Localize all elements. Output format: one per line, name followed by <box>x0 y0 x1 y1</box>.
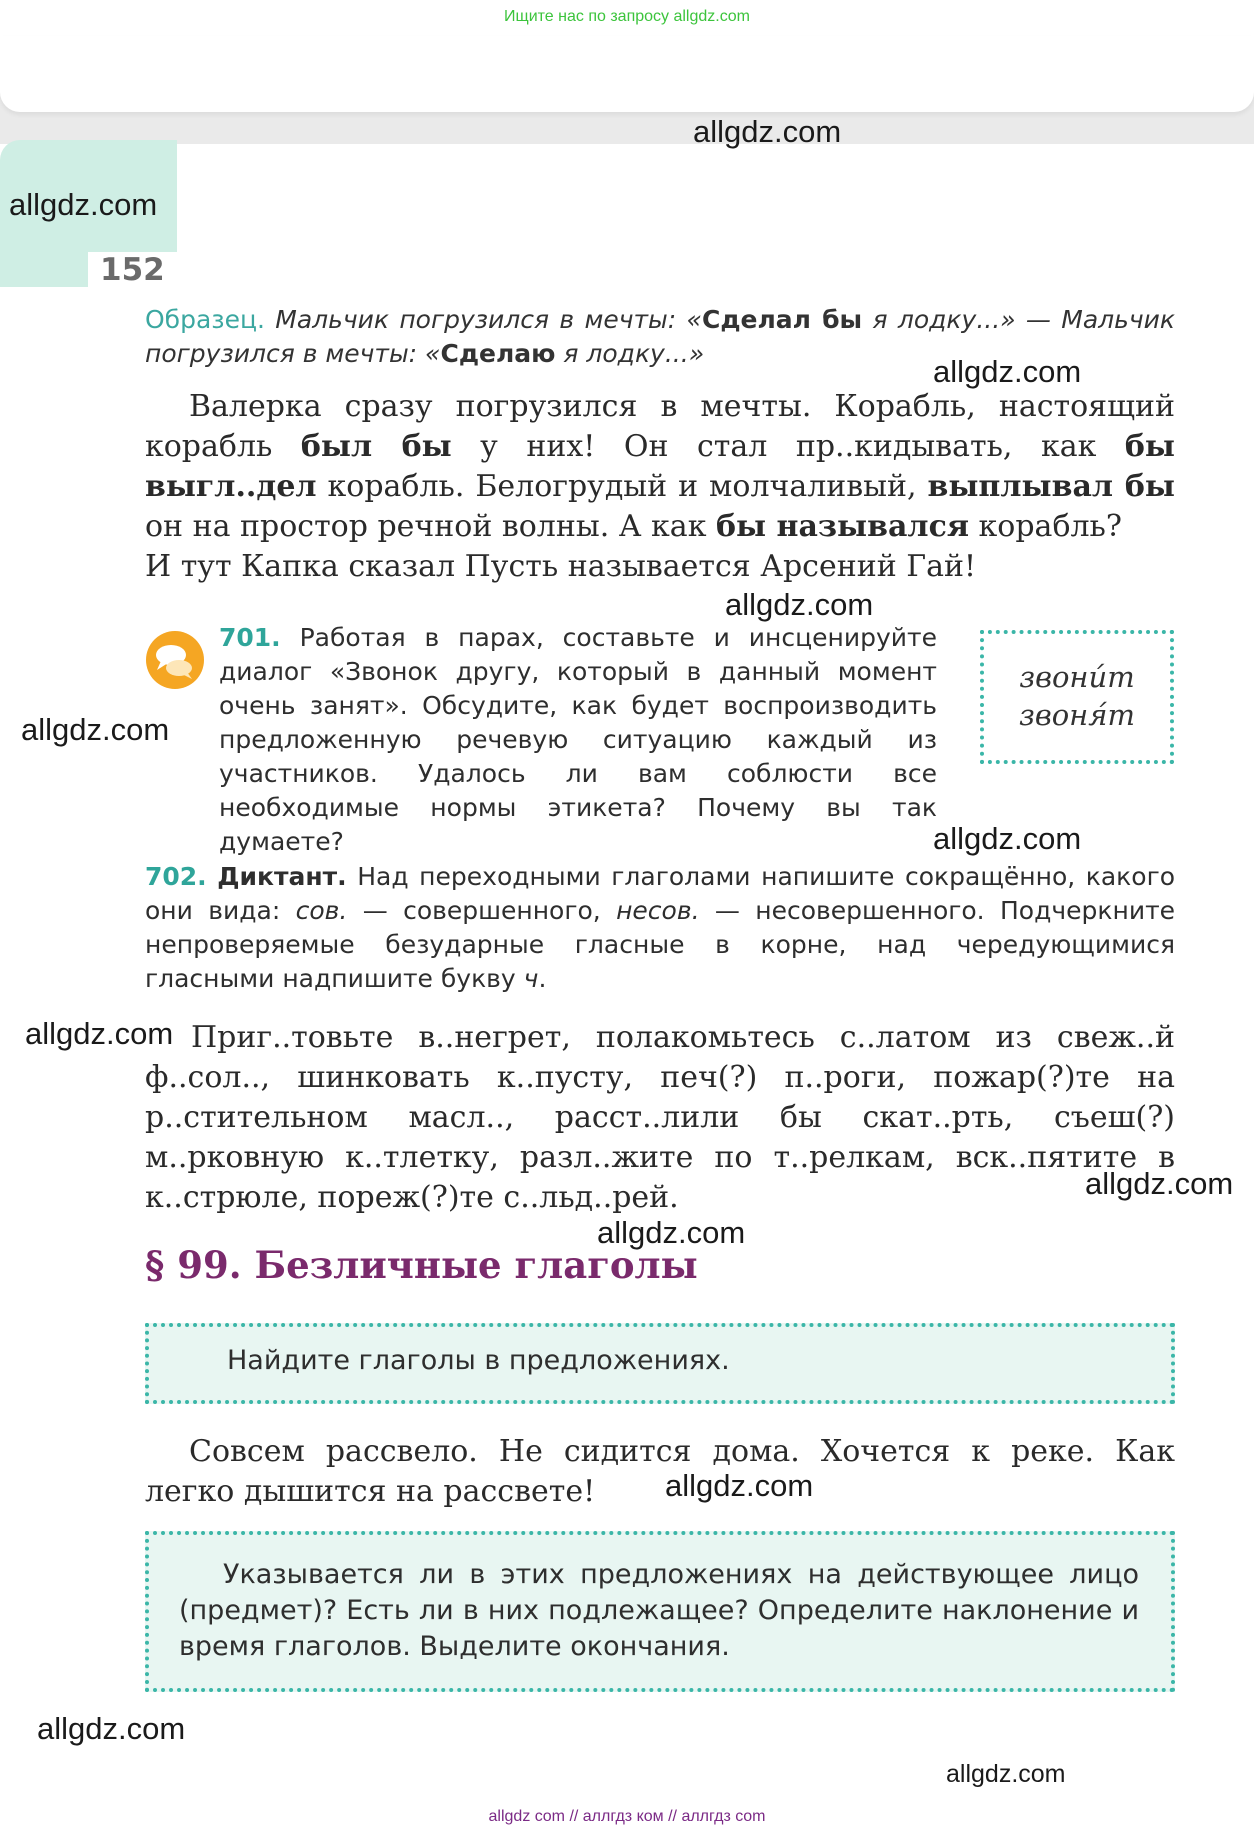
sample-part: я лодку...» <box>555 339 705 368</box>
watermark: allgdz.com <box>25 1016 174 1051</box>
vocab-word: звони́т <box>1019 660 1135 694</box>
text-span: корабль. Белогрудый и молчаливый, <box>316 469 928 504</box>
sample-bold: Сделал бы <box>702 305 863 334</box>
abbr: ч <box>523 964 539 993</box>
exercise-702 <box>145 860 1175 996</box>
sample-part: я лодку...» — Мальчик погрузился в мечты: « <box>145 305 1175 368</box>
top-banner[interactable]: Ищите нас по запросу allgdz.com <box>504 8 750 25</box>
exercise-text: Над переходными глаголами напишите сокращённо, какого они вида: <box>145 862 1175 925</box>
header-card <box>0 36 1254 112</box>
exercise-701 <box>219 621 937 859</box>
footer-links[interactable]: allgdz com // аллгдз ком // аллгдз com <box>488 1808 766 1825</box>
stress-vocab-box <box>980 630 1174 764</box>
watermark: allgdz.com <box>9 187 158 222</box>
dictation-text <box>145 1018 1175 1218</box>
section-title: § 99. Безличные глаголы <box>145 1243 698 1287</box>
watermark: allgdz.com <box>21 712 170 747</box>
example-text: Совсем рассвело. Не сидится дома. Хочется к реке. Как легко дышится на рассвете! <box>145 1434 1175 1509</box>
exercise-text: — несовершенного. Подчеркните непроверяемые безударные гласные в корне, над чередующимися гласными надпишите букву <box>145 896 1176 993</box>
exercise-number: 702. <box>145 862 207 891</box>
exercise-text: Работая в парах, составьте и инсценируйте диалог «Звонок другу, который в данный момент очень занят». Обсудите, как будет воспроизводить предложенную речевую ситуацию каждый из участников. Удалось ли вам соблюсти все необходимые нормы этикета? Почему вы так думаете? <box>219 623 937 856</box>
watermark: allgdz.com <box>725 587 874 622</box>
watermark: allgdz.com <box>933 821 1082 856</box>
exercise-number: 701. <box>219 623 281 652</box>
text-span: корабль? <box>969 509 1122 544</box>
watermark: allgdz.com <box>597 1215 746 1250</box>
watermark: allgdz.com <box>693 114 842 149</box>
watermark: allgdz.com <box>1085 1166 1234 1201</box>
task-question: Указывается ли в этих предложениях на действующее лицо (предмет)? Есть ли в них подлежащее? Определите наклонение и время глаголов. Выделите окончания. <box>179 1559 1139 1662</box>
watermark: allgdz.com <box>665 1468 814 1503</box>
sample-bold: Сделаю <box>440 339 556 368</box>
story-paragraph <box>145 387 1175 587</box>
story-last-line: И тут Капка сказал Пусть называется Арсений Гай! <box>145 549 977 584</box>
sample-part: Мальчик погрузился в мечты: « <box>275 305 702 334</box>
exercise-text: . <box>538 964 547 993</box>
text-span: у них! Он стал пр..кидывать, как <box>451 429 1125 464</box>
task-box-find-verbs <box>145 1323 1175 1404</box>
bold-verb: был бы <box>300 429 452 464</box>
bold-verb: бы выгл..дел <box>145 429 1176 504</box>
page-number: 152 <box>100 252 165 288</box>
pair-work-icon <box>145 630 205 690</box>
exercise-text: — совершенного, <box>347 896 617 925</box>
abbr: несов. <box>616 896 700 925</box>
example-sentences <box>145 1432 1175 1512</box>
watermark: allgdz.com <box>946 1760 1066 1788</box>
watermark: allgdz.com <box>37 1711 186 1746</box>
text-span: Валерка сразу погрузился в мечты. Корабль, настоящий корабль <box>145 389 1175 464</box>
exercise-title: Диктант. <box>217 862 347 891</box>
task-box-questions <box>145 1531 1175 1692</box>
dictation-body: Приг..товьте в..негрет, полакомьтесь с..латом из свеж..й ф..сол.., шинковать к..пусту, печ(?) п..роги, пожар(?)те на р..стительном масл.., расст..лили бы скат..рть, съеш(?) м..рковную к..тлетку, разл..жите по т..релкам, вск..пятите в к..стрюле, пореж(?)те с..льд..рей. <box>145 1020 1175 1215</box>
task-text: Найдите глаголы в предложениях. <box>227 1345 730 1376</box>
abbr: сов. <box>295 896 348 925</box>
text-span: он на простор речной волны. А как <box>145 509 716 544</box>
bold-verb: бы назывался <box>715 509 969 544</box>
watermark: allgdz.com <box>933 354 1082 389</box>
sample-label: Образец. <box>145 305 265 334</box>
bold-verb: выплывал бы <box>927 469 1175 504</box>
vocab-word: звоня́т <box>1019 698 1135 732</box>
task-text <box>179 1557 1139 1665</box>
